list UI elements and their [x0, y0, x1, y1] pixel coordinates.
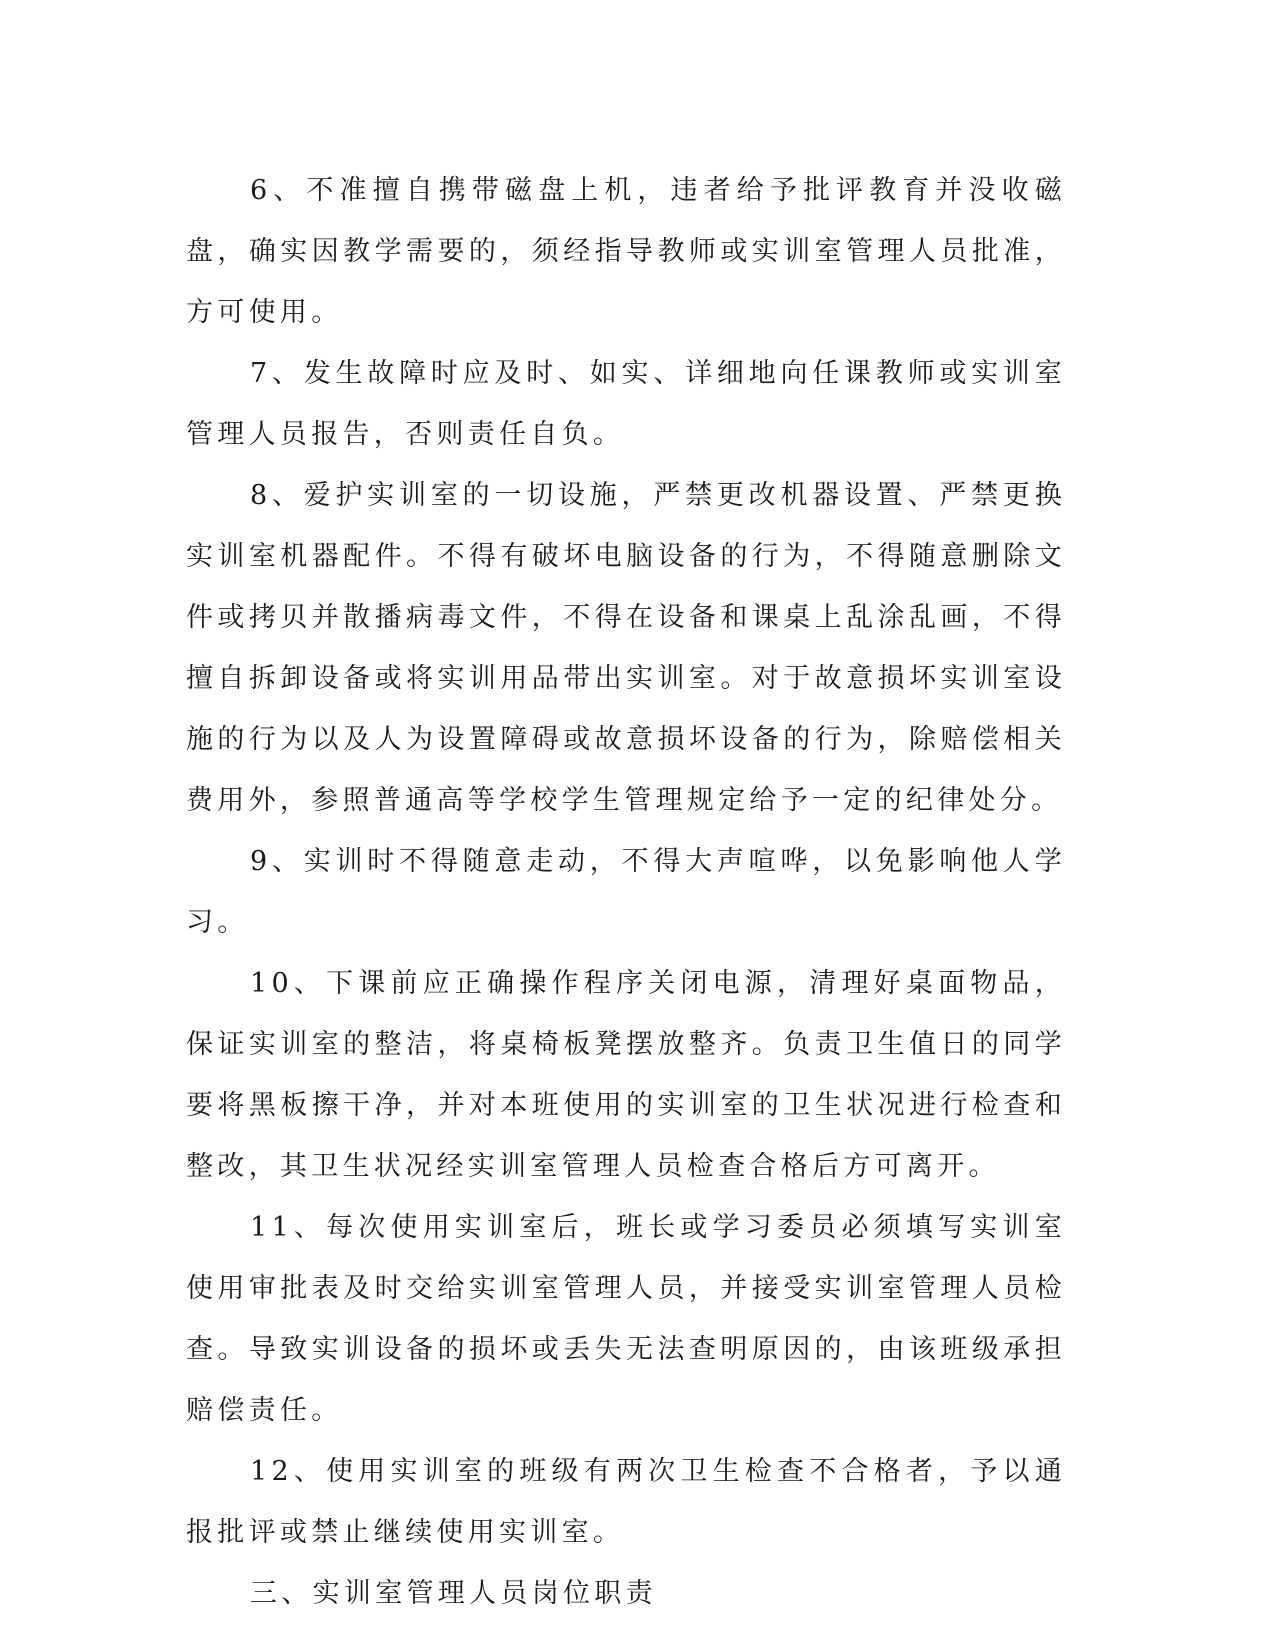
rule-12-paragraph: 12、使用实训室的班级有两次卫生检查不合格者，予以通报批评或禁止继续使用实训室。 [186, 1456, 1066, 1548]
rule-11-paragraph: 11、每次使用实训室后，班长或学习委员必须填写实训室使用审批表及时交给实训室管理人员，并接受实训室管理人员检查。导致实训设备的损坏或丢失无法查明原因的，由该班级承担赔偿责任。 [186, 1212, 1066, 1426]
rule-9-paragraph: 9、实训时不得随意走动，不得大声喧哗，以免影响他人学习。 [186, 846, 1066, 938]
section-3-heading: 三、实训室管理人员岗位职责 [250, 1578, 657, 1609]
rule-10-paragraph: 10、下课前应正确操作程序关闭电源，清理好桌面物品，保证实训室的整洁，将桌椅板凳摆放整齐。负责卫生值日的同学要将黑板擦干净，并对本班使用的实训室的卫生状况进行检查和整改，其卫生状况经实训室管理人员检查合格后方可离开。 [186, 968, 1066, 1182]
rule-6-paragraph: 6、不准擅自携带磁盘上机，违者给予批评教育并没收磁盘，确实因教学需要的，须经指导教师或实训室管理人员批准，方可使用。 [186, 175, 1066, 328]
rule-8-paragraph: 8、爱护实训室的一切设施，严禁更改机器设置、严禁更换实训室机器配件。不得有破坏电脑设备的行为，不得随意删除文件或拷贝并散播病毒文件，不得在设备和课桌上乱涂乱画，不得擅自拆卸设备或将实训用品带出实训室。对于故意损坏实训室设施的行为以及人为设置障碍或故意损坏设备的行为，除赔偿相关费用外，参照普通高等学校学生管理规定给予一定的纪律处分。 [186, 480, 1066, 816]
document-body [186, 160, 1066, 1624]
rule-7-paragraph: 7、发生故障时应及时、如实、详细地向任课教师或实训室管理人员报告，否则责任自负。 [186, 358, 1066, 450]
